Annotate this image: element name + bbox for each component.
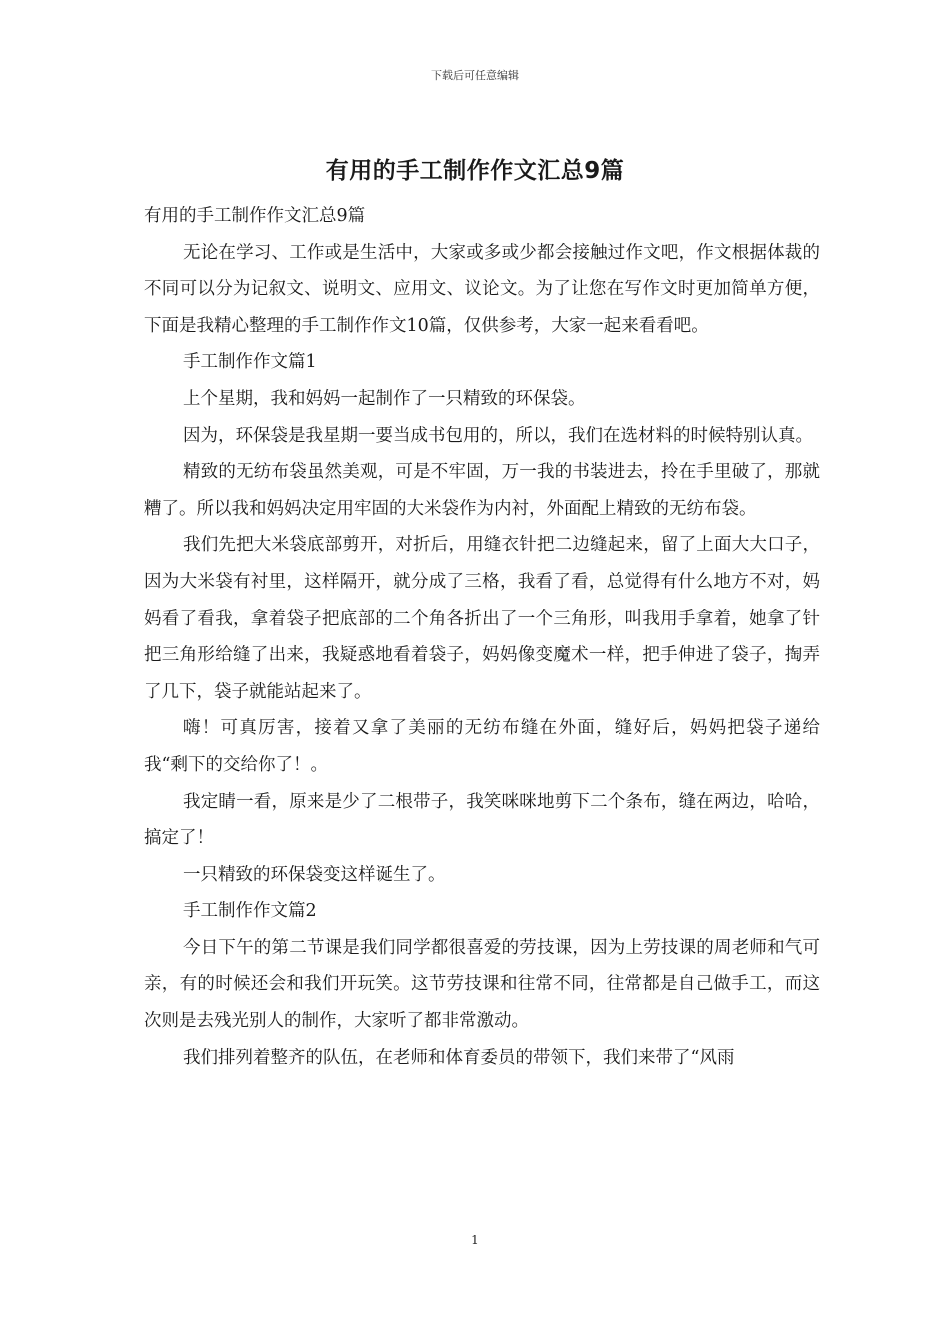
page-header: 下载后可任意编辑 — [431, 69, 519, 82]
page-number: 1 — [471, 1233, 479, 1247]
paragraph: 上个星期，我和妈妈一起制作了一只精致的环保袋。 — [183, 388, 586, 409]
paragraph: 我们排列着整齐的队伍，在老师和体育委员的带领下，我们来带了“风雨 — [183, 1047, 735, 1068]
paragraph: 我们先把大米袋底部剪开，对折后，用缝衣针把二边缝起来，留了上面大大口子，因为大米袋有衬里，这样隔开，就分成了三格，我看了看，总觉得有什么地方不对，妈妈看了看我，拿着袋子把底部的二个角各折出了一个三角形，叫我用手拿着，她拿了针把三角形给缝了出来，我疑惑地看着袋子，妈妈像变魔术一样，把手伸进了袋子，掏弄了几下，袋子就能站起来了。 — [144, 535, 820, 702]
paragraph: 今日下午的第二节课是我们同学都很喜爱的劳技课，因为上劳技课的周老师和气可亲，有的时候还会和我们开玩笑。这节劳技课和往常不同，往常都是自己做手工，而这次则是去残光别人的制作，大家听了都非常激动。 — [144, 937, 820, 1032]
paragraph: 精致的无纺布袋虽然美观，可是不牢固，万一我的书装进去，拎在手里破了，那就糟了。所以我和妈妈决定用牢固的大米袋作为内衬，外面配上精致的无纺布袋。 — [144, 462, 820, 519]
paragraph: 嗨！可真厉害，接着又拿了美丽的无纺布缝在外面，缝好后，妈妈把袋子递给我“剩下的交给你了！。 — [144, 718, 820, 775]
paragraph-subtitle: 有用的手工制作作文汇总9篇 — [144, 206, 366, 226]
section-heading-1: 手工制作作文篇1 — [183, 352, 317, 373]
document-title: 有用的手工制作作文汇总9篇 — [325, 158, 625, 184]
paragraph: 我定睛一看，原来是少了二根带子，我笑咪咪地剪下二个条布，缝在两边，哈哈，搞定了！ — [144, 791, 820, 849]
paragraph-intro: 无论在学习、工作或是生活中，大家或多或少都会接触过作文吧，作文根据体裁的不同可以分为记叙文、说明文、应用文、议论文。为了让您在写作文时更加简单方便，下面是我精心整理的手工制作作文10篇，仅供参考，大家一起来看看吧。 — [144, 242, 820, 336]
paragraph: 因为，环保袋是我星期一要当成书包用的，所以，我们在选材料的时候特别认真。 — [183, 425, 813, 446]
paragraph: 一只精致的环保袋变这样诞生了。 — [183, 864, 446, 885]
section-heading-2: 手工制作作文篇2 — [183, 901, 317, 922]
document-body — [144, 198, 820, 1076]
